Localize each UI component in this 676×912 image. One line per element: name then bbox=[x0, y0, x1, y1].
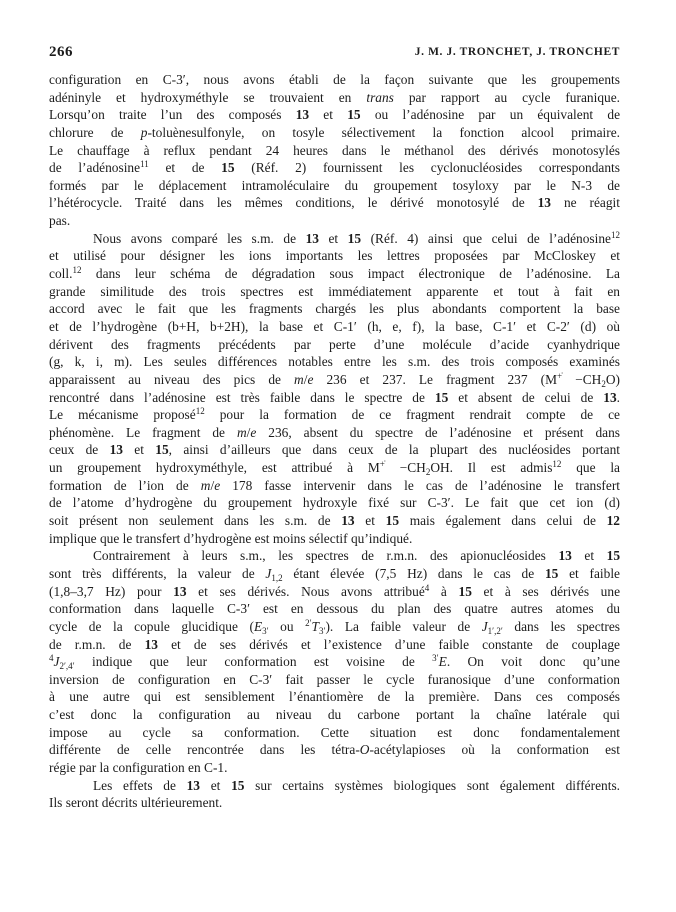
text-line: dérivent des fragments précédents par perte d’une molécule d’acide cyanhydrique bbox=[49, 336, 620, 352]
text-line: implique que le transfert d’hydrogène est moins sélectif qu’indiqué. bbox=[49, 530, 413, 546]
text-line: grande similitude des trois spectres est immédiatement apparente et tout à fait en bbox=[49, 283, 620, 299]
text-line: adéninyle et hydroxyméthyle se trouvaient en trans par rapport au cycle furanique. bbox=[49, 89, 621, 105]
text-line: phénomène. Le fragment de m/e 236, absent du spectre de l’adénosine et présent dans bbox=[49, 424, 620, 440]
text-line: rencontré dans l’adénosine est très faible dans le spectre de 15 et absent de celui de 13. bbox=[49, 389, 620, 405]
text-line: formation de l’ion de m/e 178 fasse intervenir dans le cas de l’adénosine le transfert bbox=[49, 477, 621, 493]
text-line: (1,8–3,7 Hz) pour 13 et ses dérivés. Nous avons attribué$^4$ à 15 et à ses dérivés une bbox=[49, 582, 621, 599]
text-line: Contrairement à leurs s.m., les spectres de r.m.n. des apionucléosides 13 et 15 bbox=[93, 548, 621, 564]
text-line: Lorsqu’on traite l’un des composés 13 et 15 ou l’adénosine par un équivalent de bbox=[49, 107, 621, 123]
running-head: J. M. J. TRONCHET, J. TRONCHET bbox=[414, 46, 620, 58]
text-line: Ils seront décrits ultérieurement. bbox=[49, 795, 223, 811]
text-line: conformation dans laquelle C-3′ est en dessous du plan des quatre autres atomes du bbox=[49, 601, 620, 617]
text-line: pas. bbox=[49, 213, 71, 229]
text-line: soit présent non seulement dans les s.m. de 13 et 15 mais également dans celui de 12 bbox=[49, 513, 620, 529]
text-line: formés par le déplacement intramoléculaire du groupement tosyloxy par le N-3 de bbox=[49, 177, 620, 193]
text-line: de l’atome d’hydrogène du groupement hydroxyle fixé sur C-3′. Le fait que cet ion (d) bbox=[49, 495, 620, 511]
text-line: ceux de 13 et 15, ainsi d’ailleurs que dans ceux de la plupart des nucléosides portant bbox=[49, 442, 620, 458]
text-line: de r.m.n. de 13 et de ses dérivés et l’existence d’une faible constante de couplage bbox=[49, 636, 620, 652]
text-line: et de l’hydrogène (b+H, b+2H), la base et C-1′ (h, e, f), la base, C-1′ et C-2′ (d) où bbox=[49, 318, 620, 334]
text-line: différente de celle rencontrée dans les tétra-O-acétylapioses où la conformation est bbox=[49, 742, 620, 758]
text-line: l’hétérocycle. Traité dans les mêmes conditions, le dérivé monotosylé de 13 ne réagit bbox=[49, 195, 620, 211]
page-header bbox=[49, 44, 620, 64]
text-line: de l’adénosine$^{11}$ et de 15 (Réf. 2) fournissent les cyclonucléosides correspondants bbox=[49, 159, 620, 176]
text-line: accord avec le fait que les fragments chargés les plus abondants comportent la base bbox=[49, 301, 620, 317]
text-line: Le mécanisme proposé$^{12}$ pour la formation de ce fragment rendrait compte de ce bbox=[49, 406, 620, 423]
text-line: sont très différents, la valeur de $J_{1,2}$ étant élevée (7,5 Hz) dans le cas de 15 et faible bbox=[49, 565, 621, 583]
text-line: (g, k, i, m). Les seules différences notables entre les s.m. des trois composés examinés bbox=[49, 354, 620, 370]
text-line: chlorure de p-toluènesulfonyle, on tosyle sélectivement la fonction alcool primaire. bbox=[49, 124, 620, 140]
text-line: impose au cycle sa conformation. Cette situation est donc fondamentalement bbox=[49, 724, 620, 740]
text-line: configuration en C-3′, nous avons établi de la façon suivante que les groupements bbox=[49, 72, 620, 87]
text-line: un groupement hydroxyméthyle, est attribué à $M^{+̇} -CH_2OH$. Il est admis$^{12}$ que la bbox=[49, 459, 620, 478]
text-line: Nous avons comparé les s.m. de 13 et 15 (Réf. 4) ainsi que celui de l’adénosine$^{12}$ bbox=[93, 229, 620, 246]
text-line: et utilisé pour désigner les ions importants les lettres proposées par McCloskey et bbox=[49, 248, 620, 264]
body-text bbox=[49, 71, 620, 812]
text-line: $^4J_{2',4'}$ indique que leur conformation est voisine de $^{3'}$E. On voit donc qu’une bbox=[49, 653, 620, 672]
text-line: c’est donc la configuration au niveau du carbone portant la chaîne latérale qui bbox=[49, 707, 620, 723]
text-line: Les effets de 13 et 15 sur certains systèmes biologiques sont également différents. bbox=[93, 777, 620, 793]
text-line: apparaissent au niveau des pics de m/e 236 et 237. Le fragment 237 $(M^{+̇} -CH_2O)$ bbox=[49, 370, 620, 389]
page-number: 266 bbox=[49, 44, 73, 60]
text-line: inversion de configuration en C-3′ fait passer le cycle furanosique d’une conformation bbox=[49, 671, 620, 687]
text-line: à une autre qui est sensiblement l’énantiomère de la première. Dans ces composés bbox=[49, 689, 620, 705]
text-line: régie par la configuration en C-1. bbox=[49, 759, 228, 775]
text-line: coll.$^{12}$ dans leur schéma de dégradation sous impact électronique de l’adénosine. La bbox=[49, 265, 620, 282]
text-line: cycle de la copule glucidique ($E_{3'}$ ou $^{2'}T_{3'}$). La faible valeur de $J_{1',2'}$ dans les spectres bbox=[49, 617, 620, 636]
text-line: Le chauffage à reflux pendant 24 heures dans le méthanol des dérivés monotosylés bbox=[49, 142, 620, 158]
